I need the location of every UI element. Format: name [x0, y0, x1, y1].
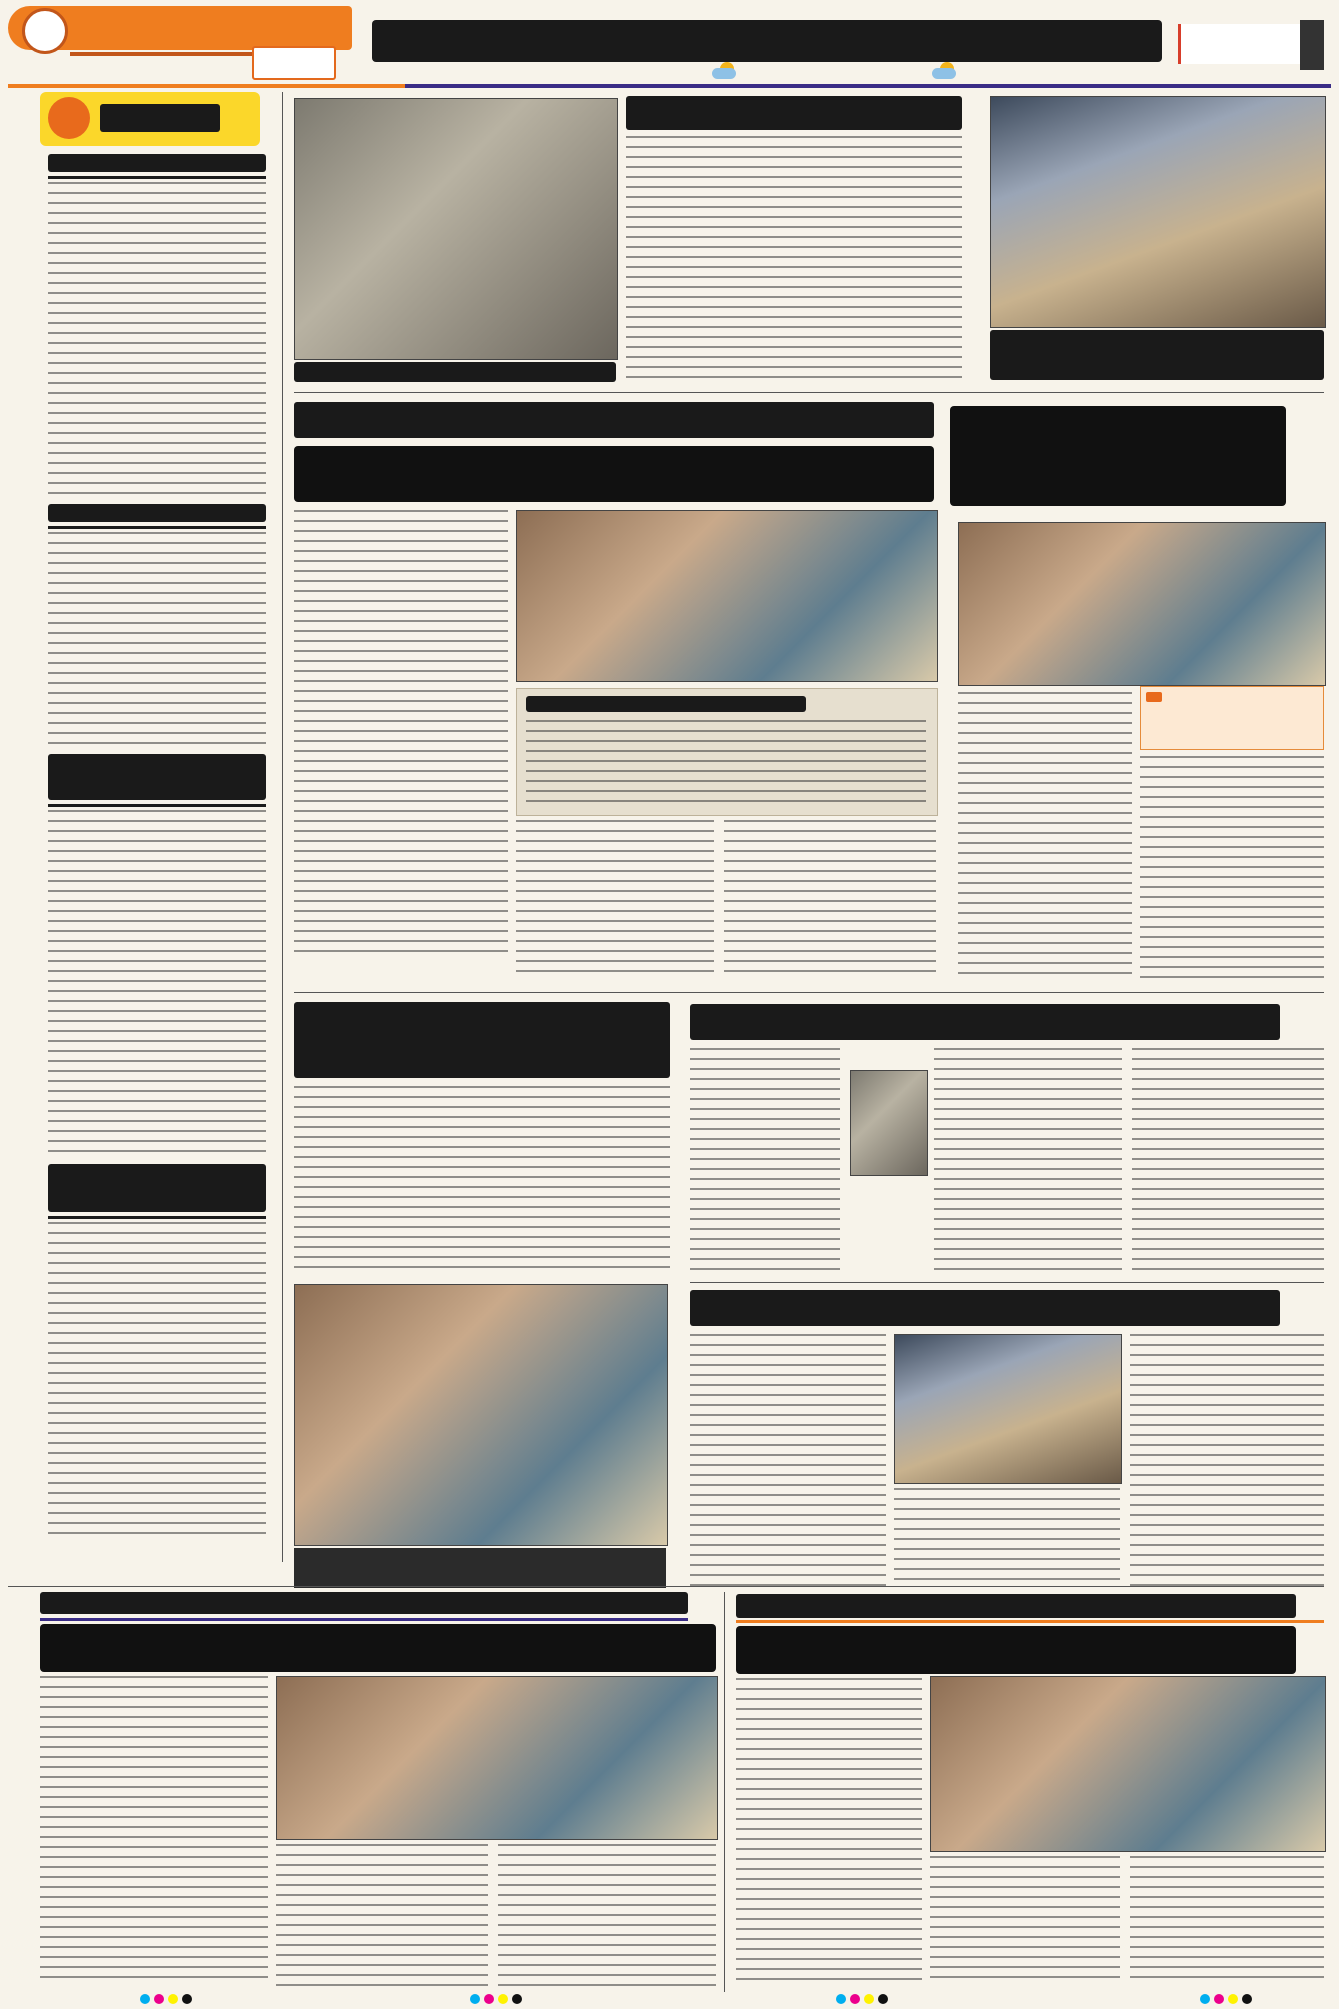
congress-photo-caption — [894, 1488, 1120, 1586]
registration-mark — [1200, 1994, 1210, 2004]
registration-mark — [512, 1994, 522, 2004]
brief-2-rule — [48, 526, 266, 529]
sanitation-deadline-heading — [526, 696, 806, 712]
weather-cloud-icon — [712, 68, 736, 79]
award-photo-caption — [294, 1548, 666, 1588]
bamul-headline — [690, 1004, 1280, 1040]
sanitation-body-left — [294, 510, 508, 952]
brief-4-headline — [48, 1164, 266, 1212]
brief-1-headline — [48, 154, 266, 172]
weather-cloud-icon — [932, 68, 956, 79]
logo-underline — [70, 52, 270, 56]
registration-mark — [182, 1994, 192, 2004]
holkar-body-right — [1130, 1856, 1324, 1986]
registration-mark — [154, 1994, 164, 2004]
date-box — [1178, 24, 1301, 64]
talent-body-left — [40, 1676, 268, 1986]
masthead-rule — [8, 84, 1331, 88]
landfill-photo — [294, 98, 618, 360]
talent-kicker — [40, 1592, 688, 1614]
award-ceremony-photo — [294, 1284, 668, 1546]
section-rule — [294, 392, 1324, 393]
brief-3-rule — [48, 804, 266, 807]
arrow-tag-icon — [1146, 692, 1162, 702]
talent-headline — [40, 1624, 716, 1672]
cc-road-photo — [990, 96, 1326, 328]
registration-mark — [140, 1994, 150, 2004]
talent-award-photo — [276, 1676, 718, 1840]
registration-mark — [470, 1994, 480, 2004]
registration-mark — [168, 1994, 178, 2004]
registration-mark — [498, 1994, 508, 2004]
sanitation-headline — [294, 446, 934, 502]
congress-body-right — [1130, 1334, 1324, 1586]
bamul-body-mid — [934, 1048, 1122, 1274]
cc-road-photo-caption — [990, 330, 1324, 380]
congress-body-left — [690, 1334, 886, 1586]
logo-emblem-icon — [22, 8, 68, 54]
holkar-rule — [736, 1620, 1324, 1623]
talent-rule — [40, 1618, 688, 1621]
date-rule — [1300, 20, 1324, 70]
briefs-title — [100, 104, 220, 132]
sanitation-deadline-text — [526, 720, 926, 806]
registration-mark — [878, 1994, 888, 2004]
bamul-portrait — [850, 1070, 928, 1176]
brief-1-body — [48, 182, 266, 498]
brief-4-rule — [48, 1216, 266, 1219]
facilities-body-right — [1140, 756, 1324, 982]
column-rule — [282, 92, 283, 1562]
column-rule — [724, 1592, 725, 1992]
landfill-photo-caption — [294, 362, 616, 382]
registration-mark — [864, 1994, 874, 2004]
award-body — [294, 1086, 670, 1276]
section-rule — [8, 1586, 1324, 1587]
sanitation-protest-photo — [516, 510, 938, 682]
facilities-photo — [958, 522, 1326, 686]
registration-mark — [1214, 1994, 1224, 2004]
brief-3-headline — [48, 754, 266, 800]
facilities-headline — [950, 406, 1286, 506]
registration-mark — [484, 1994, 494, 2004]
talent-body-mid — [276, 1844, 488, 1986]
facilities-pullquote — [1140, 686, 1324, 750]
registration-mark — [850, 1994, 860, 2004]
holkar-body-mid — [930, 1856, 1120, 1986]
congress-headline — [690, 1290, 1280, 1326]
holkar-event-photo — [930, 1676, 1326, 1852]
holkar-body-left — [736, 1678, 922, 1986]
sanitation-body-right — [724, 820, 936, 980]
page-number-box — [252, 46, 336, 80]
section-rule — [294, 992, 1324, 993]
award-headline — [294, 1002, 670, 1078]
registration-mark — [836, 1994, 846, 2004]
registration-mark — [1228, 1994, 1238, 2004]
cc-road-body — [626, 136, 962, 380]
bamul-body-right — [1132, 1048, 1324, 1274]
congress-photo — [894, 1334, 1122, 1484]
holkar-kicker — [736, 1594, 1296, 1618]
brief-2-body — [48, 532, 266, 748]
brief-4-body — [48, 1222, 266, 1540]
brief-1-rule — [48, 176, 266, 179]
facilities-body-left — [958, 692, 1132, 982]
section-rule — [690, 1282, 1324, 1283]
registration-mark — [1242, 1994, 1252, 2004]
sanitation-body-mid — [516, 820, 714, 980]
edition-title — [372, 20, 1162, 62]
brief-2-headline — [48, 504, 266, 522]
brief-3-body — [48, 810, 266, 1156]
bamul-body-left — [690, 1048, 840, 1274]
talent-body-right — [498, 1844, 716, 1986]
cc-road-headline — [626, 96, 962, 130]
sanitation-kicker — [294, 402, 934, 438]
hand-point-icon — [48, 97, 90, 139]
holkar-headline — [736, 1626, 1296, 1674]
